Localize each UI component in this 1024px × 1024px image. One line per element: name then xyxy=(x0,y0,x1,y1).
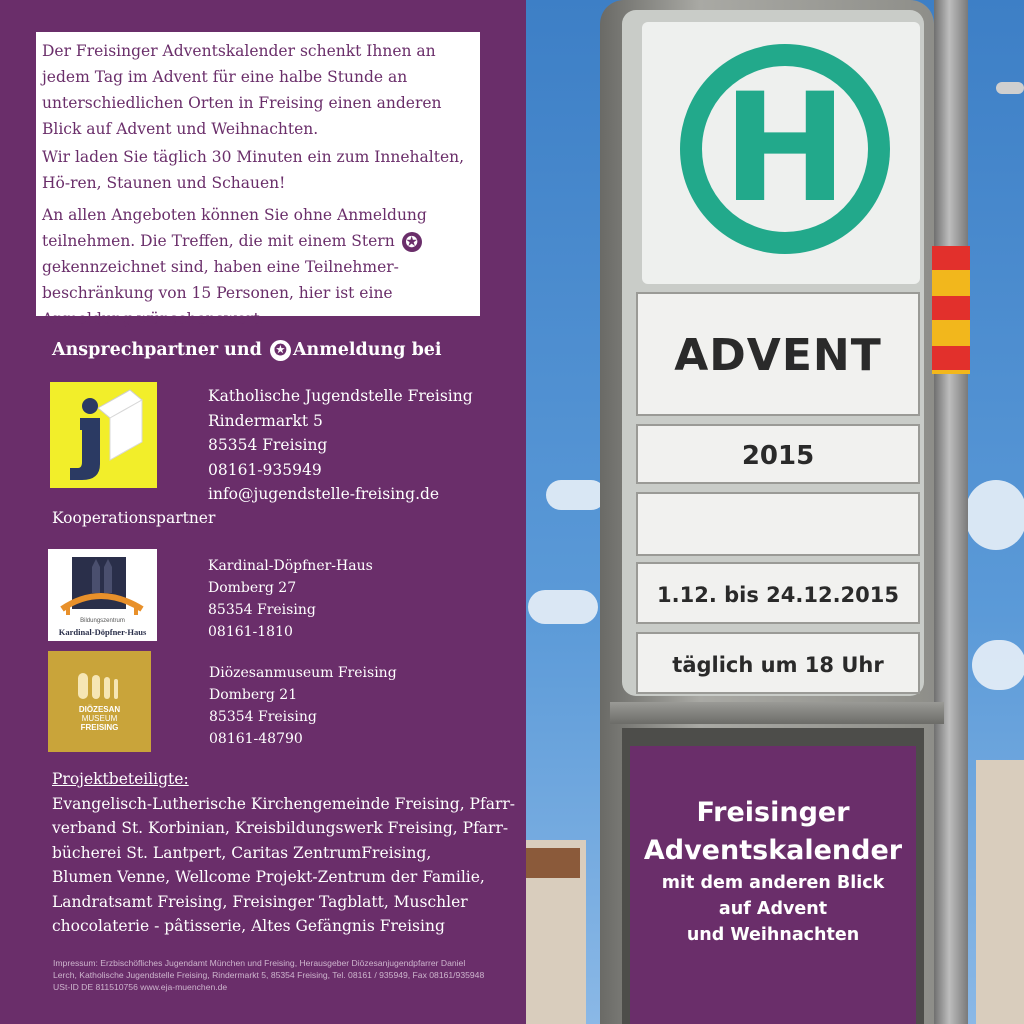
pole-tape xyxy=(932,246,970,374)
contact-heading-part-1: Ansprechpartner und xyxy=(52,340,262,360)
intro-paragraph-3 xyxy=(42,202,474,332)
sign-plate-time: täglich um 18 Uhr xyxy=(636,632,920,694)
poster xyxy=(630,746,916,1024)
dm-logo-line-1: DIÖZESAN xyxy=(78,705,121,714)
sign-pole xyxy=(934,0,968,1024)
impressum-line: Lerch, Katholische Jugendstelle Freising, Rindermarkt 5, 85354 Freising, Tel. 08161 / 935949, Fax 08161/935948 xyxy=(53,970,485,980)
poster-line-4: auf Advent xyxy=(718,899,828,919)
contact-street: Rindermarkt 5 xyxy=(208,411,323,430)
star-icon: ✪ xyxy=(402,232,422,252)
partner-city: 85354 Freising xyxy=(209,709,317,725)
projekt-line: bücherei St. Lantpert, Caritas ZentrumFreising, xyxy=(52,843,432,862)
intro-paragraph-3a: An allen Angeboten können Sie ohne Anmeldung teilnehmen. Die Treffen, die mit einem Stern xyxy=(42,206,427,250)
building-roof xyxy=(526,848,580,878)
jugendstelle-logo-graphic xyxy=(50,382,157,488)
partner-address-kdh xyxy=(208,555,373,643)
sign-plate-dates: 1.12. bis 24.12.2015 xyxy=(636,562,920,624)
intro-paragraph-3b: gekennzeichnet sind, haben eine Teilnehmer-beschränkung von 15 Personen, hier ist eine Anmeldung wünschenswert. xyxy=(42,258,399,328)
dm-logo-graphic xyxy=(48,657,151,707)
impressum-line: Impressum: Erzbischöfliches Jugendamt München und Freising, Herausgeber Diözesanjugendpfarrer Daniel xyxy=(53,958,466,968)
kooperationspartner-label: Kooperationspartner xyxy=(52,509,216,527)
contact-heading xyxy=(52,340,442,361)
contact-address-main xyxy=(208,384,473,507)
kdh-logo-subtitle: Bildungszentrum xyxy=(80,618,125,624)
sign-plate-empty xyxy=(636,492,920,556)
contact-heading-part-2: Anmeldung bei xyxy=(292,340,442,360)
partner-name: Diözesanmuseum Freising xyxy=(209,665,397,681)
impressum-line: USt-ID DE 811510756 www.eja-muenchen.de xyxy=(53,982,228,992)
jugendstelle-logo xyxy=(50,382,157,488)
contact-email[interactable]: info@jugendstelle-freising.de xyxy=(208,485,440,503)
cover-photo xyxy=(526,0,1024,1024)
contact-phone: 08161-935949 xyxy=(208,460,322,479)
kdh-logo-title: Kardinal-Döpfner-Haus xyxy=(58,627,147,637)
street-lamp xyxy=(996,82,1024,94)
cloud xyxy=(972,640,1024,690)
dm-logo-line-2: MUSEUM xyxy=(81,714,118,723)
projektbeteiligte-title: Projektbeteiligte: xyxy=(52,770,189,788)
sign-plate-title: ADVENT xyxy=(636,292,920,416)
intro-paragraph-2: Wir laden Sie täglich 30 Minuten ein zum Innehalten, Hö-ren, Staunen und Schauen! xyxy=(42,148,465,192)
projekt-line: Landratsamt Freising, Freisinger Tagblatt, Muschler xyxy=(52,892,468,911)
projekt-line: Evangelisch-Lutherische Kirchengemeinde Freising, Pfarr- xyxy=(52,794,516,813)
bus-stop-h-icon: H xyxy=(722,62,848,236)
contact-city: 85354 Freising xyxy=(208,436,328,454)
partner-street: Domberg 21 xyxy=(209,687,298,703)
projekt-line: Blumen Venne, Wellcome Projekt-Zentrum der Familie, xyxy=(52,868,485,886)
cloud xyxy=(528,590,598,624)
dioezesanmuseum-logo xyxy=(48,651,151,752)
poster-line-1: Freisinger xyxy=(696,797,850,828)
sign-plate-year: 2015 xyxy=(636,424,920,484)
star-icon: ✪ xyxy=(270,340,291,361)
partner-name: Kardinal-Döpfner-Haus xyxy=(208,558,373,574)
partner-street: Domberg 27 xyxy=(208,580,297,596)
impressum xyxy=(53,957,493,993)
dm-logo-text xyxy=(48,705,151,732)
intro-paragraph-1: Der Freisinger Adventskalender schenkt Ihnen an jedem Tag im Advent für eine halbe Stunde an unterschiedlichen Orten in Freising einen anderen Blick auf Advent und Weihnachten. xyxy=(42,42,442,138)
poster-line-3: mit dem anderen Blick xyxy=(661,873,885,893)
poster-line-2: Adventskalender xyxy=(643,835,903,866)
cloud xyxy=(546,480,606,510)
contact-name: Katholische Jugendstelle Freising xyxy=(208,387,473,405)
partner-address-dm xyxy=(209,662,397,750)
partner-phone: 08161-1810 xyxy=(208,624,293,640)
partner-phone: 08161-48790 xyxy=(209,731,303,747)
partner-city: 85354 Freising xyxy=(208,602,316,618)
poster-line-5: und Weihnachten xyxy=(686,925,860,945)
projektbeteiligte xyxy=(52,767,516,939)
projekt-line: chocolaterie - pâtisserie, Altes Gefängnis Freising xyxy=(52,917,445,935)
sign-crossbar xyxy=(610,702,944,724)
kardinal-doepfner-haus-logo xyxy=(48,549,157,641)
cloud xyxy=(966,480,1024,550)
projekt-line: verband St. Korbinian, Kreisbildungswerk Freising, Pfarr- xyxy=(52,819,509,837)
dm-logo-line-3: FREISING xyxy=(80,723,119,732)
intro-box xyxy=(36,32,480,328)
building xyxy=(976,760,1024,1024)
